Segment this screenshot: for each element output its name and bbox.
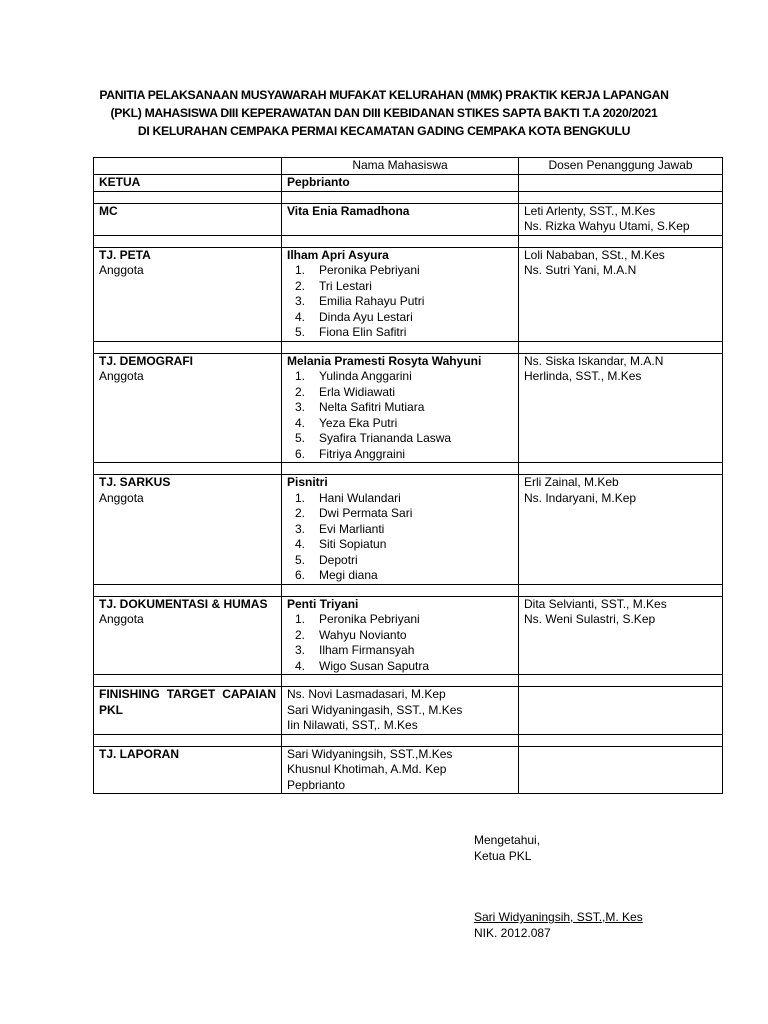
names-sarkus (282, 475, 519, 585)
role-title-cont: PKL (99, 702, 123, 717)
name-mc: Vita Enia Ramadhona (282, 203, 519, 235)
name-line: Sari Widyaningsih, SST.,M.Kes (287, 746, 453, 761)
list-item: 3. Evi Marlianti (294, 521, 385, 536)
list-item: 5. Syafira Triananda Laswa (294, 431, 452, 445)
names-laporan (282, 746, 519, 794)
list-item: 1. Hani Wulandari (294, 490, 401, 505)
role-peta (94, 247, 282, 341)
role-sub: Anggota (99, 263, 144, 277)
list-item: 1. Peronika Pebriyani (294, 263, 420, 277)
dosen-mc (519, 203, 723, 235)
role-sub: Anggota (99, 490, 144, 505)
list-item: 6. Megi diana (294, 568, 378, 582)
list-item: 5. Fiona Elin Safitri (294, 325, 407, 339)
dosen-line: Leti Arlenty, SST., M.Kes (524, 203, 656, 218)
signature-title: Ketua PKL (474, 848, 532, 863)
spacer-row (94, 734, 723, 746)
table-row-demografi (94, 353, 723, 463)
list-item: 3. Ilham Firmansyah (294, 643, 415, 657)
role-title: TJ. DOKUMENTASI & HUMAS (99, 596, 268, 611)
signature-nik: NIK. 2012.087 (474, 925, 551, 940)
list-item: 6. Fitriya Anggraini (294, 446, 406, 461)
role-finishing (94, 687, 282, 735)
role-sarkus (94, 475, 282, 585)
spacer-row (94, 463, 723, 475)
role-title: TJ. SARKUS (99, 475, 171, 489)
name-line: Ns. Novi Lasmadasari, M.Kep (287, 687, 446, 701)
list-item: 2. Erla Widiawati (294, 384, 396, 399)
dosen-sarkus (519, 475, 723, 585)
table-row-dokumentasi (94, 596, 723, 675)
list-item: 5. Depotri (294, 552, 358, 567)
table-row-mc (94, 203, 723, 235)
member-list (287, 369, 513, 462)
dosen-laporan (519, 746, 723, 794)
name-line: Iin Nilawati, SST,. M.Kes (287, 718, 418, 732)
header-role (94, 158, 282, 175)
dosen-line: Herlinda, SST., M.Kes (524, 369, 642, 383)
dosen-line: Loli Nababan, SSt., M.Kes (524, 247, 665, 262)
table-row-sarkus (94, 475, 723, 585)
list-item: 3. Emilia Rahayu Putri (294, 294, 425, 308)
role-title: TJ. DEMOGRAFI (99, 353, 194, 368)
signature-mengetahui: Mengetahui, (474, 833, 541, 847)
role-sub: Anggota (99, 369, 144, 383)
list-item: 4. Dinda Ayu Lestari (294, 309, 413, 324)
list-item: 4. Wigo Susan Saputra (294, 658, 430, 673)
committee-table (93, 157, 723, 794)
member-list (287, 491, 513, 584)
title-line-2: (PKL) MAHASISWA DIII KEPERAWATAN DAN DIII KEBIDANAN STIKES SAPTA BAKTI T.A 2020/2021 (110, 106, 658, 120)
list-item: 1. Peronika Pebriyani (294, 612, 420, 626)
role-demografi (94, 353, 282, 463)
table-row-finishing (94, 687, 723, 735)
table-row-peta (94, 247, 723, 341)
list-item: 2. Dwi Permata Sari (294, 506, 413, 520)
name-line: Sari Widyaningasih, SST., M.Kes (287, 702, 463, 717)
dosen-line: Ns. Siska Iskandar, M.A.N (524, 353, 664, 368)
dosen-line: Erli Zainal, M.Keb (524, 475, 619, 489)
role-sub: Anggota (99, 612, 144, 626)
signature-name: Sari Widyaningsih, SST.,M. Kes (474, 910, 643, 924)
title-line-1: PANITIA PELAKSANAAN MUSYAWARAH MUFAKAT KELURAHAN (MMK) PRAKTIK KERJA LAPANGAN (99, 88, 669, 102)
spacer-row (94, 584, 723, 596)
dosen-ketua (519, 175, 723, 192)
member-list (287, 612, 513, 674)
group-leader: Pisnitri (287, 475, 328, 489)
list-item: 4. Siti Sopiatun (294, 537, 387, 551)
group-leader: Melania Pramesti Rosyta Wahyuni (287, 353, 482, 368)
role-title: TJ. PETA (99, 247, 151, 262)
name-line: Pepbrianto (287, 777, 346, 792)
role-dokumentasi (94, 596, 282, 675)
list-item: 3. Nelta Safitri Mutiara (294, 400, 425, 414)
names-finishing (282, 687, 519, 735)
list-item: 4. Yeza Eka Putri (294, 415, 398, 430)
names-dokumentasi (282, 596, 519, 675)
role-laporan: TJ. LAPORAN (94, 746, 282, 794)
signature-block (474, 910, 643, 941)
group-leader: Ilham Apri Asyura (287, 247, 389, 262)
dosen-line: Ns. Rizka Wahyu Utami, S.Kep (524, 219, 690, 233)
spacer-row (94, 341, 723, 353)
role-title: FINISHING TARGET CAPAIAN (99, 687, 276, 701)
table-row-laporan (94, 746, 723, 794)
signature-header (474, 833, 540, 864)
list-item: 2. Wahyu Novianto (294, 627, 407, 642)
name-line: Khusnul Khotimah, A.Md. Kep (287, 762, 447, 776)
list-item: 2. Tri Lestari (294, 278, 372, 293)
names-peta (282, 247, 519, 341)
spacer-row (94, 235, 723, 247)
spacer-row (94, 675, 723, 687)
title-line-3: DI KELURAHAN CEMPAKA PERMAI KECAMATAN GADING CEMPAKA KOTA BENGKULU (137, 124, 631, 138)
dosen-peta (519, 247, 723, 341)
table-row-ketua (94, 175, 723, 192)
header-nama-mahasiswa: Nama Mahasiswa (282, 158, 519, 175)
role-ketua: KETUA (94, 175, 282, 192)
dosen-line: Ns. Indaryani, M.Kep (524, 490, 637, 505)
spacer-row (94, 191, 723, 203)
name-ketua: Pepbrianto (282, 175, 519, 192)
names-demografi (282, 353, 519, 463)
dosen-demografi (519, 353, 723, 463)
dosen-line: Dita Selvianti, SST., M.Kes (524, 596, 667, 611)
dosen-line: Ns. Sutri Yani, M.A.N (524, 263, 637, 277)
list-item: 1. Yulinda Anggarini (294, 369, 412, 383)
group-leader: Penti Triyani (287, 596, 359, 611)
member-list (287, 263, 513, 341)
role-mc: MC (94, 203, 282, 235)
table-header-row (94, 158, 723, 175)
dosen-finishing (519, 687, 723, 735)
dosen-line: Ns. Weni Sulastri, S.Kep (524, 612, 656, 626)
dosen-dokumentasi (519, 596, 723, 675)
document-title (0, 86, 768, 140)
header-dosen: Dosen Penanggung Jawab (519, 158, 723, 175)
